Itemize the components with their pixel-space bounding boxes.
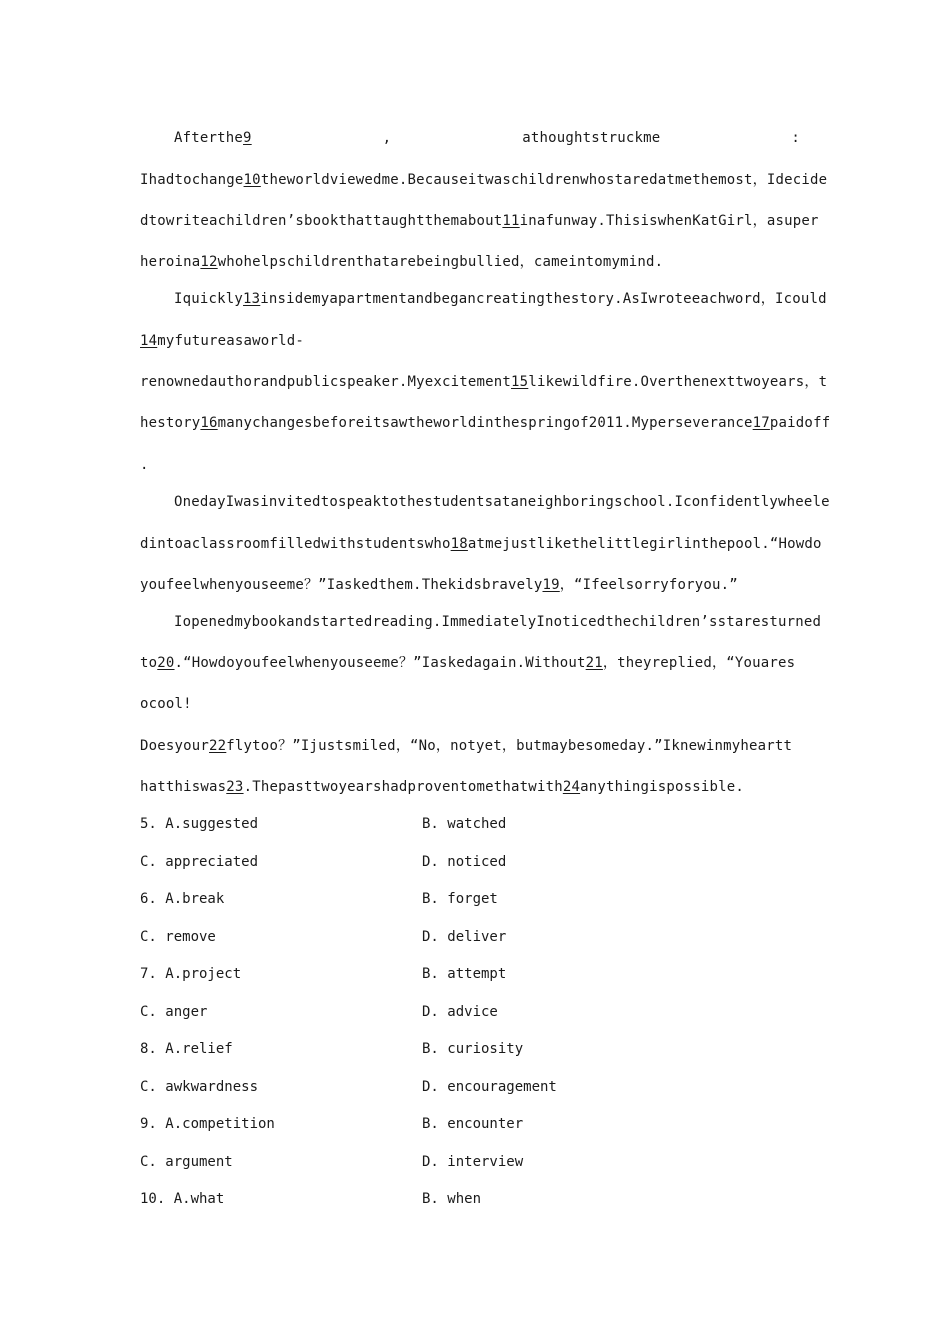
text-segment: to [140, 655, 158, 671]
text-segment: flytoo？”Ijustsmiled，“No，notyet，butmaybesomeday.”Iknewinmyheartt [226, 738, 793, 754]
blank-number: 20 [157, 655, 175, 671]
text-segment: atmejustlikethelittlegirlinthepool.“Howdo [467, 536, 822, 552]
blank-number: 17 [752, 415, 770, 431]
line-text [140, 779, 744, 795]
option-right: D. noticed [422, 854, 507, 870]
line-text [140, 415, 830, 431]
line-text [140, 374, 827, 390]
line-text [140, 172, 827, 188]
line-text [140, 457, 149, 473]
option-right: B. encounter [422, 1116, 524, 1132]
option-left: C. awkwardness [140, 1079, 259, 1095]
line-text [174, 614, 821, 630]
blank-number: 16 [200, 415, 218, 431]
text-segment: myfutureasaworld- [157, 333, 304, 349]
passage-line [140, 211, 819, 231]
option-left: 9. A.competition [140, 1116, 275, 1132]
line-text [140, 655, 795, 671]
passage-line [140, 413, 831, 433]
option-left: C. remove [140, 929, 216, 945]
blank-number: 24 [562, 779, 581, 795]
option-left: C. appreciated [140, 854, 259, 870]
option-left: 5. A.suggested [140, 816, 259, 832]
text-segment: athoughtstruckme [522, 130, 661, 146]
text-segment: : [791, 130, 800, 146]
text-segment: hatthiswas [140, 779, 227, 795]
text-segment: ，“Ifeelsorryforyou.” [559, 577, 738, 593]
blank-number: 12 [200, 254, 218, 270]
text-segment: OnedayIwasinvitedtospeaktothestudentsataneighboringschool.Iconfidentlywheele [174, 494, 830, 510]
line-text [174, 128, 252, 148]
text-segment: paidoff [769, 415, 831, 431]
passage-line [174, 612, 822, 632]
text-segment: insidemyapartmentandbegancreatingthestory.AsIwroteeachword，Icould [260, 291, 827, 307]
text-segment: likewildfire.Overthenexttwoyears，t [528, 374, 828, 390]
text-segment: dintoaclassroomfilledwithstudentswho [140, 536, 451, 552]
passage-line [140, 736, 812, 756]
passage-line [140, 372, 828, 392]
passage-line [140, 170, 828, 190]
line-text [174, 291, 827, 307]
text-segment: hestory [140, 415, 201, 431]
option-right: D. encouragement [422, 1079, 557, 1095]
text-segment: , [382, 130, 392, 146]
blank-number: 21 [585, 655, 603, 671]
text-segment: anythingispossible. [580, 779, 745, 795]
option-right: D. deliver [422, 929, 507, 945]
text-segment: whohelpschildrenthatarebeingbullied，cameintomymind. [217, 254, 664, 270]
blank-number: 9 [243, 130, 252, 146]
text-segment: youfeelwhenyouseeme？”Iaskedthem.Thekidsbravely [140, 577, 543, 593]
blank-number: 15 [511, 374, 529, 390]
option-left: C. argument [140, 1154, 233, 1170]
text-segment: . [140, 457, 149, 473]
option-left: 6. A.break [140, 891, 225, 907]
passage-line [140, 455, 812, 475]
text-segment: .“Howdoyoufeelwhenyouseeme？”Iaskedagain.Without [174, 655, 586, 671]
text-segment: ocool! [140, 696, 192, 712]
passage-line [140, 653, 812, 673]
option-left: 8. A.relief [140, 1041, 233, 1057]
blank-number: 18 [450, 536, 468, 552]
text-segment: renownedauthorandpublicspeaker.Myexcitement [140, 374, 512, 390]
line-text [140, 536, 822, 552]
option-right: B. when [422, 1191, 482, 1207]
text-segment: Doesyour [140, 738, 210, 754]
option-right: B. watched [422, 816, 507, 832]
text-segment: ，theyreplied，“Youares [602, 655, 796, 671]
blank-number: 14 [140, 333, 158, 349]
text-segment: manychangesbeforeitsawtheworldinthespringof2011.Myperseverance [217, 415, 753, 431]
line-text [174, 494, 830, 510]
passage-line [140, 252, 812, 272]
line-text [140, 333, 304, 349]
option-right: B. attempt [422, 966, 507, 982]
text-segment: Iopenedmybookandstartedreading.ImmediatelyInoticedthechildren’sstaresturned [174, 614, 822, 630]
passage-line [140, 694, 812, 714]
line-text [140, 254, 663, 270]
option-right: B. forget [422, 891, 498, 907]
text-segment: inafunway.ThisiswhenKatGirl，asuper [519, 213, 819, 229]
blank-number: 13 [243, 291, 261, 307]
passage-line [140, 575, 812, 595]
passage-line [174, 289, 827, 309]
blank-number: 19 [542, 577, 560, 593]
text-segment: .Thepasttwoyearshadproventomethatwith [243, 779, 563, 795]
passage-line [140, 777, 812, 797]
text-segment: theworldviewedme.Becauseitwaschildrenwhostaredatmethemost，Idecide [260, 172, 828, 188]
text-segment: Ihadtochange [140, 172, 244, 188]
text-segment: Afterthe [174, 130, 244, 146]
blank-number: 23 [226, 779, 244, 795]
line-text [140, 577, 738, 593]
text-segment: Iquickly [174, 291, 244, 307]
text-segment: dtowriteachildren’sbookthattaughtthemabout [140, 213, 503, 229]
option-left: 10. A.what [140, 1191, 225, 1207]
option-right: D. interview [422, 1154, 524, 1170]
text-segment: heroina [140, 254, 201, 270]
passage-line [174, 492, 830, 512]
passage-line [140, 534, 822, 554]
blank-number: 11 [502, 213, 520, 229]
blank-number: 10 [243, 172, 261, 188]
line-text [140, 738, 792, 754]
option-left: 7. A.project [140, 966, 242, 982]
option-right: B. curiosity [422, 1041, 524, 1057]
option-right: D. advice [422, 1004, 498, 1020]
line-text [140, 696, 192, 712]
line-text [140, 213, 819, 229]
blank-number: 22 [209, 738, 227, 754]
passage-line [174, 128, 800, 148]
passage-line [140, 331, 812, 351]
option-left: C. anger [140, 1004, 208, 1020]
